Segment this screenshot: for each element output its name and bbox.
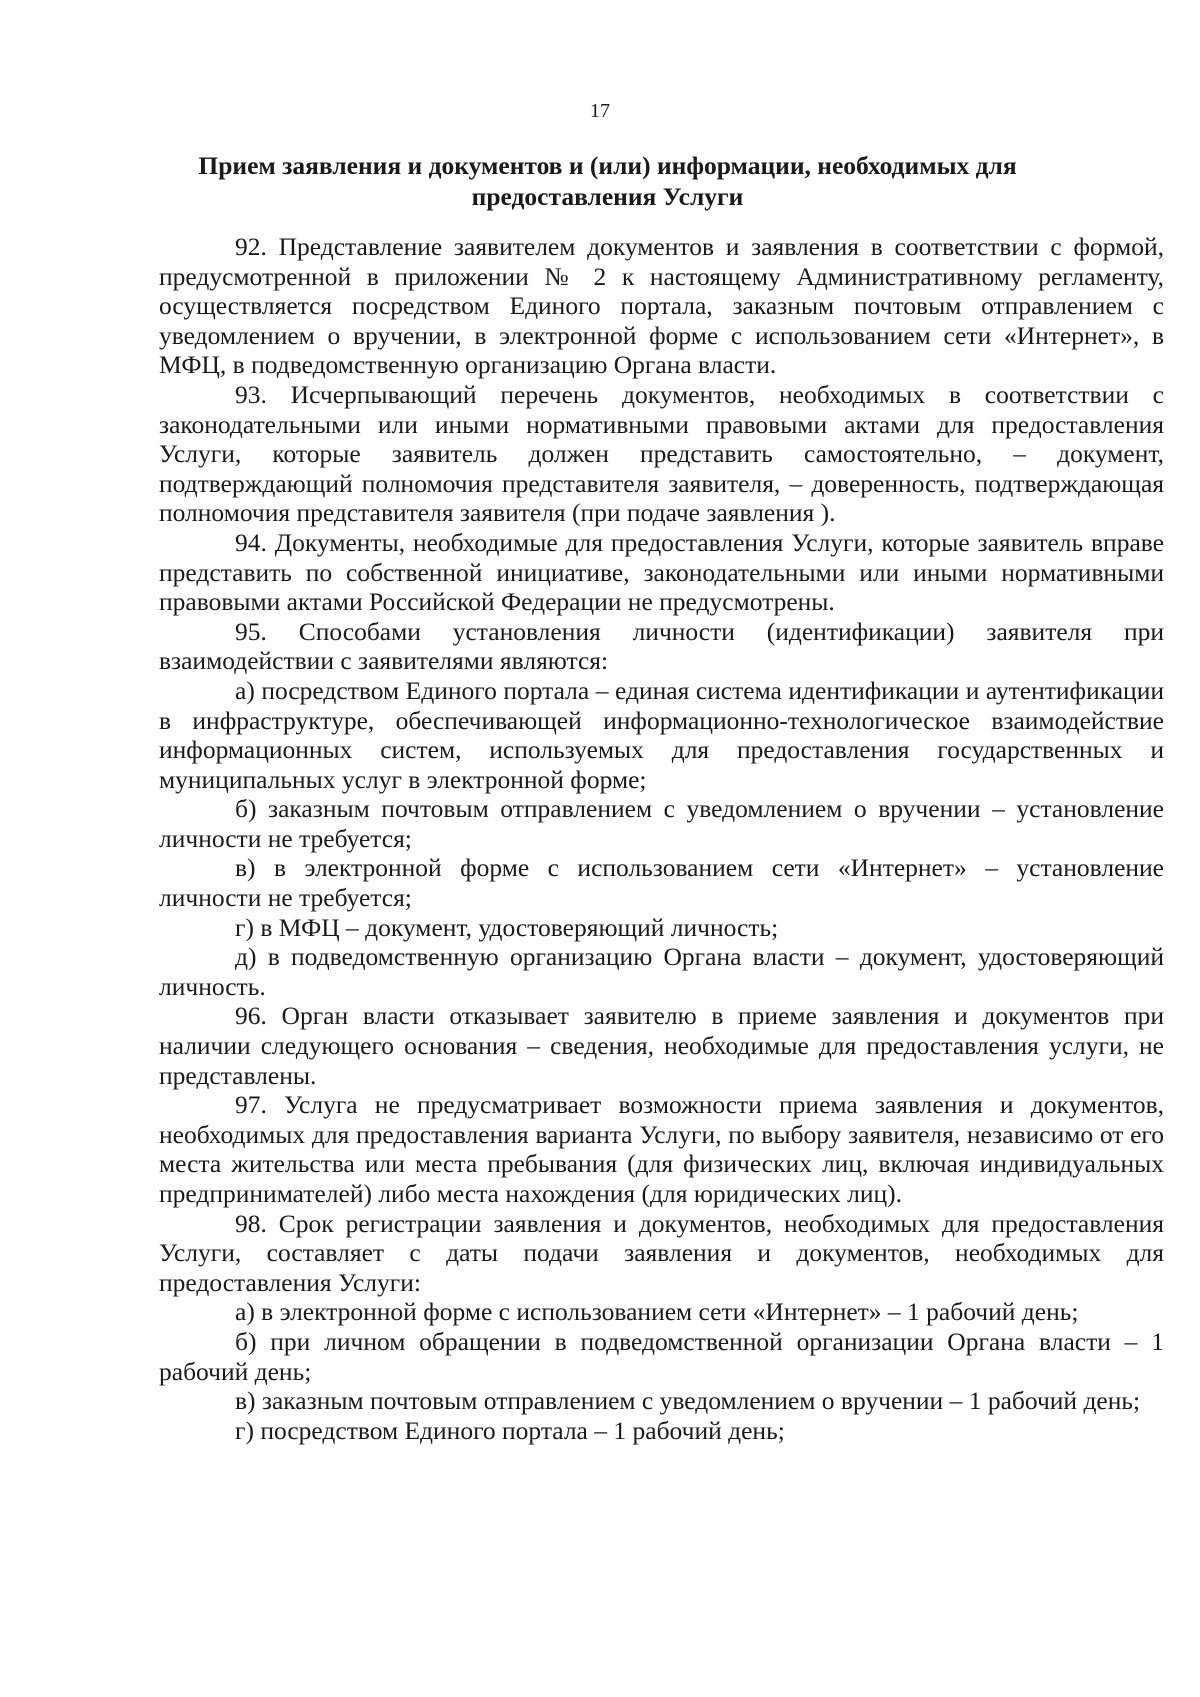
- paragraph-98-b: б) при личном обращении в подведомственной организации Органа власти – 1 рабочий день;: [159, 1326, 1164, 1386]
- paragraph-95-b: б) заказным почтовым отправлением с уведомлением о вручении – установление личности не требуется;: [159, 794, 1164, 853]
- section-heading-line-1: Прием заявления и документов и (или) информации, необходимых для: [198, 151, 1017, 180]
- paragraph-95-a: а) посредством Единого портала – единая система идентификации и аутентификации в инфраструктуре, обеспечивающей информационно-технологическое взаимодействие информационных систем, используемых для предоставления государственных и муниципальных услуг в электронной форме;: [159, 675, 1164, 794]
- paragraph-93: 93. Исчерпывающий перечень документов, необходимых в соответствии с законодательными или иными нормативными правовыми актами для предоставления Услуги, которые заявитель должен представить самостоятельно, – документ, подтверждающий полномочия представителя заявителя, – доверенность, подтверждающая полномочия представителя заявителя (при подаче заявления ).: [159, 379, 1164, 528]
- paragraph-97: 97. Услуга не предусматривает возможности приема заявления и документов, необходимых для предоставления варианта Услуги, по выбору заявителя, независимо от его места жительства или места пребывания (для физических лиц, включая индивидуальных предпринимателей) либо места нахождения (для юридических лиц).: [159, 1090, 1164, 1208]
- paragraph-94: 94. Документы, необходимые для предоставления Услуги, которые заявитель вправе представить по собственной инициативе, законодательными или иными нормативными правовыми актами Российской Федерации не предусмотрены.: [159, 527, 1164, 617]
- paragraph-96: 96. Орган власти отказывает заявителю в приеме заявления и документов при наличии следующего основания – сведения, необходимые для предоставления услуги, не представлены.: [159, 1001, 1164, 1090]
- document-body: [159, 232, 1164, 1445]
- paragraph-95-d: д) в подведомственную организацию Органа власти – документ, удостоверяющий личность.: [159, 942, 1164, 1001]
- paragraph-95: 95. Способами установления личности (идентификации) заявителя при взаимодействии с заявителями являются:: [159, 616, 1164, 676]
- paragraph-98-a: а) в электронной форме с использованием сети «Интернет» – 1 рабочий день;: [235, 1297, 1079, 1327]
- paragraph-98-v: в) заказным почтовым отправлением с уведомлением о вручении – 1 рабочий день;: [235, 1386, 1141, 1416]
- section-heading-line-2: предоставления Услуги: [471, 182, 744, 211]
- paragraph-92: 92. Представление заявителем документов и заявления в соответствии с формой, предусмотренной в приложении № 2 к настоящему Административному регламенту, осуществляется посредством Единого портала, заказным почтовым отправлением с уведомлением о вручении, в электронной форме с использованием сети «Интернет», в МФЦ, в подведомственную организацию Органа власти.: [159, 232, 1164, 380]
- paragraph-95-g: г) в МФЦ – документ, удостоверяющий личность;: [235, 912, 779, 942]
- page-number: 17: [590, 100, 610, 122]
- paragraph-95-v: в) в электронной форме с использованием сети «Интернет» – установление личности не требуется;: [159, 853, 1164, 913]
- paragraph-98-g: г) посредством Единого портала – 1 рабочий день;: [235, 1415, 785, 1445]
- paragraph-98: 98. Срок регистрации заявления и документов, необходимых для предоставления Услуги, составляет с даты подачи заявления и документов, необходимых для предоставления Услуги:: [159, 1208, 1164, 1297]
- section-heading: [150, 150, 1065, 212]
